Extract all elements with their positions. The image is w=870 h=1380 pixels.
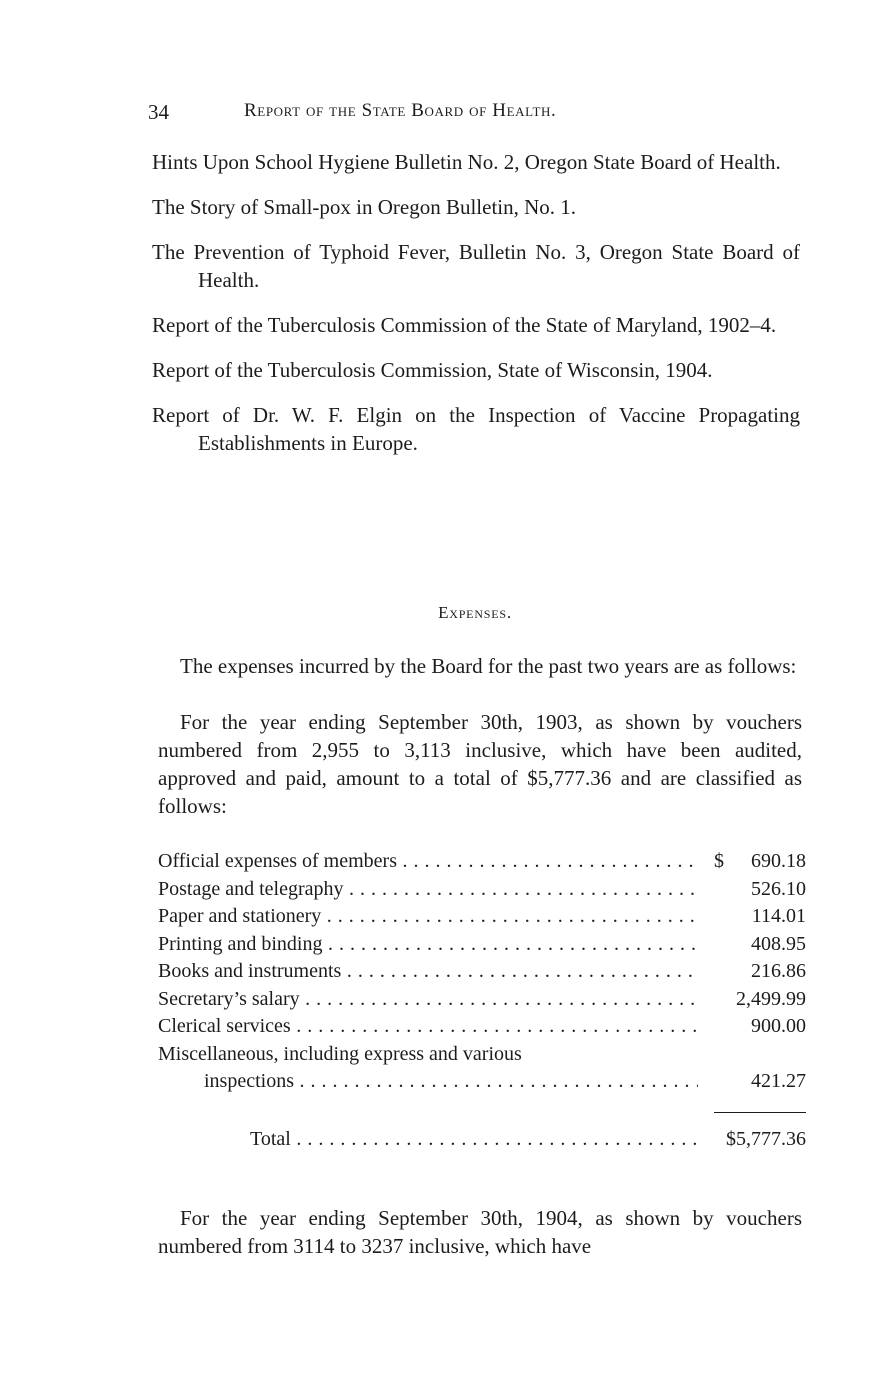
total-label: Total . . . (250, 1124, 698, 1154)
ledger-row-amount: 900.00 (751, 1015, 806, 1037)
page-header (148, 100, 808, 130)
ledger-row (158, 1041, 808, 1069)
expense-ledger (158, 848, 808, 1150)
reference-item: Report of the Tuberculosis Commission of the State of Maryland, 1902–4. (152, 313, 777, 337)
reference-item: Report of Dr. W. F. Elgin on the Inspection of Vaccine Propagating Establishments in Europe. (152, 403, 800, 455)
ledger-row (158, 903, 808, 931)
ledger-row-amount: 408.95 (751, 932, 806, 955)
ledger-row (158, 931, 808, 959)
ledger-row-label: Secretary’s salary . . . (158, 986, 698, 1014)
currency-symbol: $ (714, 850, 724, 872)
ledger-row-label: Books and instruments . . . (158, 958, 698, 986)
ledger-row-label: Miscellaneous, including express and various (158, 1042, 522, 1065)
total-rule (714, 1112, 806, 1113)
page-number: 34 (148, 100, 169, 124)
ledger-row-amount: 421.27 (751, 1070, 806, 1092)
ledger-row (158, 986, 808, 1014)
year-1904-paragraph: For the year ending September 30th, 1904, as shown by vouchers numbered from 3114 to 3237 inclusive, which have (158, 1206, 802, 1258)
total-row (158, 1124, 808, 1154)
ledger-row-label: Postage and telegraphy . . . (158, 876, 698, 904)
ledger-row (158, 1068, 808, 1096)
section-heading: Expenses. (438, 603, 512, 622)
year-1903-paragraph: For the year ending September 30th, 1903, as shown by vouchers numbered from 2,955 to 3,113 inclusive, which have been audited, approved and paid, amount to a total of $5,777.36 and are classified as follows: (158, 710, 802, 818)
reference-item: The Story of Small-pox in Oregon Bulletin, No. 1. (152, 195, 577, 219)
ledger-row-label: Printing and binding . . . (158, 931, 698, 959)
ledger-row-label: inspections . . . (204, 1068, 698, 1096)
reference-list (152, 148, 800, 474)
total-amount: $5,777.36 (726, 1128, 806, 1150)
ledger-row (158, 848, 808, 876)
ledger-row (158, 958, 808, 986)
ledger-row-amount: 2,499.99 (736, 987, 806, 1010)
running-title: Report of the State Board of Health. (244, 100, 557, 121)
ledger-row-amount: 526.10 (751, 877, 806, 900)
ledger-row (158, 1013, 808, 1041)
reference-item: Hints Upon School Hygiene Bulletin No. 2, Oregon State Board of Health. (152, 150, 781, 174)
reference-item: The Prevention of Typhoid Fever, Bulletin No. 3, Oregon State Board of Health. (152, 240, 800, 292)
ledger-row-label: Paper and stationery . . . (158, 903, 698, 931)
ledger-row-amount: 216.86 (751, 960, 806, 982)
ledger-row (158, 876, 808, 904)
intro-paragraph: The expenses incurred by the Board for the past two years are as follows: (180, 654, 797, 678)
reference-item: Report of the Tuberculosis Commission, State of Wisconsin, 1904. (152, 358, 713, 382)
ledger-row-label: Official expenses of members . . . (158, 848, 698, 876)
ledger-row-amount: 114.01 (751, 905, 806, 927)
ledger-row-label: Clerical services . . . (158, 1013, 698, 1041)
ledger-row-amount: 690.18 (751, 850, 806, 872)
